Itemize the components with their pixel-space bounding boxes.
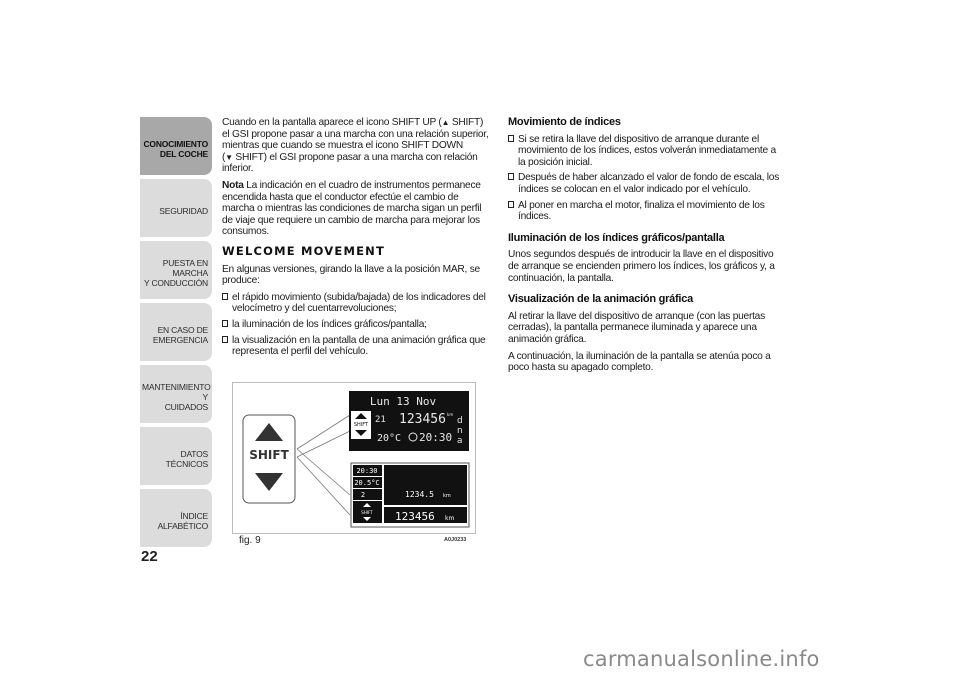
welcome-intro: En algunas versiones, girando la llave a la posición MAR, se produce:	[222, 263, 480, 287]
svg-text:km: km	[445, 515, 455, 522]
top-temp: 20°C	[377, 433, 402, 444]
instrument-display-illustration	[233, 383, 475, 533]
sidebar-tab-label: CONOCIMIENTO	[143, 139, 208, 149]
sidebar-tab-label: CUIDADOS	[164, 402, 208, 412]
bottom-time: 20:30	[356, 467, 378, 475]
watermark: carmanualsonline.info	[583, 647, 820, 671]
svg-text:km: km	[447, 412, 454, 417]
sidebar-tab-label: MANTENIMIENTO Y	[142, 382, 211, 402]
bottom-odometer: 123456	[395, 510, 435, 523]
bottom-gear: 2	[360, 491, 366, 499]
sidebar-tab-label: EMERGENCIA	[152, 335, 208, 345]
figure-caption: fig. 9	[239, 535, 261, 546]
page-number: 22	[141, 548, 158, 565]
top-trip: 21	[375, 415, 386, 425]
right-column	[508, 111, 783, 379]
checkbox-bullet-icon	[222, 293, 228, 300]
sidebar-tab[interactable]	[140, 303, 212, 361]
sidebar-tab-label: DATOS TÉCNICOS	[165, 449, 208, 469]
sidebar-tab[interactable]	[140, 117, 212, 175]
figure-code: A0J0233	[444, 537, 467, 543]
top-date: Lun 13 Nov	[369, 395, 437, 408]
list-item: el rápido movimiento (subida/bajada) de los indicadores del velocímetro y del cuentarrevoluciones;	[222, 292, 492, 315]
svg-text:n: n	[457, 426, 463, 436]
sidebar-tab[interactable]	[140, 241, 212, 299]
top-time: 20:30	[419, 431, 453, 444]
big-shift-label: SHIFT	[249, 448, 289, 462]
list-item: Después de haber alcanzado el valor de fondo de escala, los índices se colocan en el valor indicado por el vehículo.	[508, 172, 783, 195]
shift-intro-paragraph: Cuando en la pantalla aparece el icono SHIFT UP (▲ SHIFT) el GSI propone pasar a una marcha con una relación superior, mientras que cuando se muestra el icono SHIFT DOWN (▼ SHIFT) el GSI propone pasar a una marcha con relación inferior.	[222, 117, 489, 175]
nota-text: La indicación en el cuadro de instrumentos permanece encendida hasta que el conductor efectúe el cambio de marcha o mientras las condiciones de marcha sigan un perfil de viaje que requiere un cambio de marcha para mejorar los consumos.	[222, 179, 482, 238]
sidebar-tab[interactable]	[140, 427, 212, 485]
list-item: la iluminación de los índices gráficos/pantalla;	[222, 319, 492, 331]
list-item: la visualización en la pantalla de una animación gráfica que representa el perfil del vehículo.	[222, 335, 492, 358]
welcome-movement-heading: WELCOME MOVEMENT	[222, 243, 386, 258]
checkbox-bullet-icon	[508, 173, 514, 180]
checkbox-bullet-icon	[222, 320, 228, 327]
bottom-temp: 20.5°C	[354, 479, 380, 487]
nota-paragraph	[222, 180, 492, 238]
checkbox-bullet-icon	[508, 135, 514, 142]
figure-9	[232, 382, 476, 534]
svg-text:SHIFT: SHIFT	[361, 510, 373, 515]
checkbox-bullet-icon	[508, 201, 514, 208]
movimiento-heading: Movimiento de índices	[508, 116, 621, 128]
shift-down-icon: ▼	[225, 152, 233, 162]
welcome-list	[222, 292, 492, 358]
iluminacion-paragraph: Unos segundos después de introducir la llave en el dispositivo de arranque se encienden primero los índices, los gráficos y, a continuación, la pantalla.	[508, 249, 775, 284]
top-odometer: 123456	[399, 412, 446, 427]
list-item: Si se retira la llave del dispositivo de arranque durante el movimiento de los índices, estos volverán inmediatamente a la posición inicial.	[508, 134, 783, 169]
sidebar-tab[interactable]	[140, 489, 212, 547]
chapter-sidebar	[140, 117, 212, 551]
sidebar-tab-label: DEL COCHE	[159, 149, 208, 159]
iluminacion-heading: Iluminación de los índices gráficos/pantalla	[508, 231, 725, 244]
sidebar-tab-label: EN CASO DE	[157, 325, 208, 335]
svg-text:SHIFT: SHIFT	[353, 422, 369, 428]
checkbox-bullet-icon	[222, 336, 228, 343]
svg-text:a: a	[457, 436, 463, 446]
sidebar-tab-label: Y CONDUCCIÓN	[143, 278, 208, 288]
left-column	[222, 117, 492, 362]
visualizacion-paragraph-2: A continuación, la iluminación de la pantalla se atenúa poco a poco hasta su apagado completo.	[508, 350, 771, 374]
visualizacion-paragraph-1: Al retirar la llave del dispositivo de arranque (con las puertas cerradas), la pantalla permanece iluminada y aparece una animación gráfica.	[508, 310, 765, 345]
shift-up-icon: ▲	[441, 118, 450, 127]
sidebar-tab[interactable]	[140, 179, 212, 237]
bottom-trip: 1234.5	[405, 490, 434, 499]
sidebar-tab-label: SEGURIDAD	[159, 206, 208, 216]
visualizacion-heading: Visualización de la animación gráfica	[508, 293, 693, 306]
svg-text:d: d	[457, 416, 463, 426]
nota-label: Nota	[222, 179, 244, 191]
sidebar-tab-label: PUESTA EN MARCHA	[162, 258, 208, 278]
svg-text:km: km	[443, 493, 451, 499]
sidebar-tab[interactable]	[140, 365, 212, 423]
sidebar-tab-label: ÍNDICE ALFABÉTICO	[157, 511, 208, 531]
list-item: Al poner en marcha el motor, finaliza el movimiento de los índices.	[508, 200, 783, 223]
